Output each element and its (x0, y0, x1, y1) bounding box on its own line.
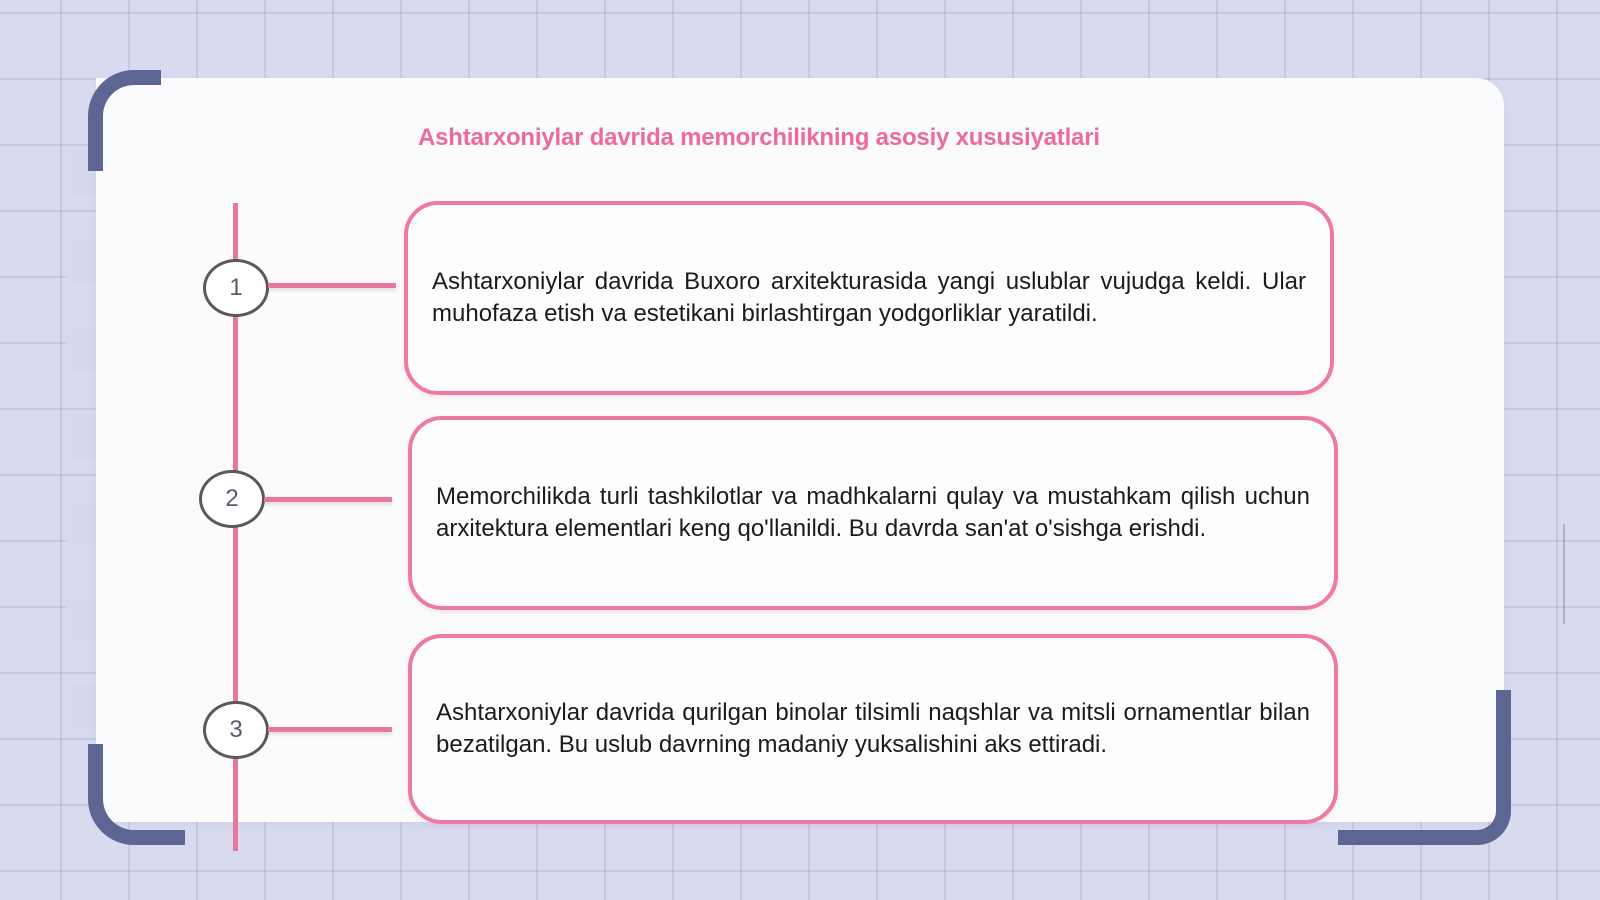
timeline-card-3 (408, 634, 1338, 824)
node-number: 3 (229, 716, 243, 743)
slide-title: Ashtarxoniylar davrida memorchilikning asosiy xususiyatlari (418, 124, 1100, 151)
timeline-connector-3 (268, 727, 392, 732)
corner-bracket-bottom-right (1338, 690, 1511, 845)
card-text: Memorchilikda turli tashkilotlar va madhkalarni qulay va mustahkam qilish uchun arxitektura elementlari keng qo'llanildi. Bu davrda san'at o'sishga erishdi. (436, 483, 1310, 542)
timeline-connector-1 (268, 283, 396, 288)
timeline-card-2 (408, 416, 1338, 610)
node-number: 2 (225, 485, 239, 512)
corner-bracket-top-left (88, 70, 161, 171)
card-text: Ashtarxoniylar davrida qurilgan binolar tilsimli naqshlar va mitsli ornamentlar bilan bezatilgan. Bu uslub davrning madaniy yuksalishini aks ettiradi. (436, 699, 1310, 758)
timeline-node-1 (203, 259, 269, 317)
node-number: 1 (229, 274, 243, 301)
timeline-connector-2 (264, 497, 392, 502)
grid-mark-decoration (1563, 524, 1565, 624)
timeline-node-3 (203, 701, 269, 759)
timeline-node-2 (199, 470, 265, 528)
timeline-card-1 (404, 201, 1334, 395)
corner-bracket-bottom-left (88, 744, 185, 845)
card-text: Ashtarxoniylar davrida Buxoro arxitekturasida yangi uslublar vujudga keldi. Ular muhofaza etish va estetikani birlashtirgan yodgorliklar yaratildi. (432, 268, 1306, 327)
